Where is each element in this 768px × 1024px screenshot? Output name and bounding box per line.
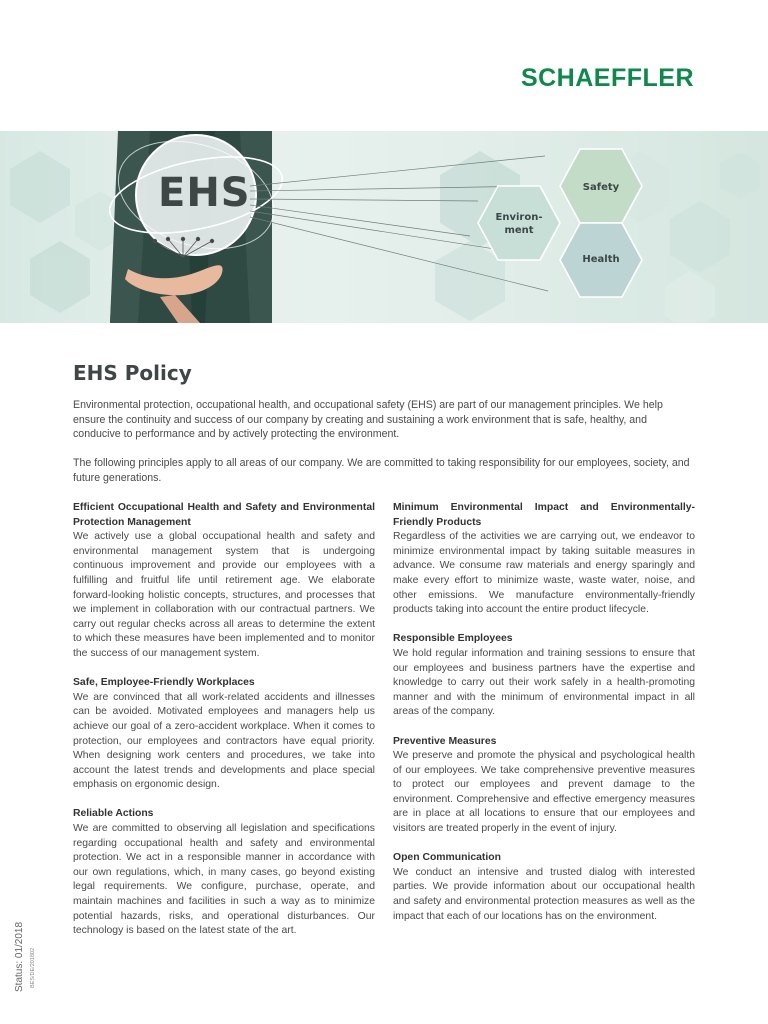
section-heading: Open Communication: [393, 852, 501, 864]
section-body: We conduct an intensive and trusted dialog with interested parties. We provide information about our occupational health and safety and environmental protection measures as well as the impact that each of our locations has on the environment.: [393, 866, 695, 922]
section-heading: Responsible Employees: [393, 633, 513, 645]
section-heading: Safe, Employee-Friendly Workplaces: [73, 677, 255, 689]
section-heading: Preventive Measures: [393, 735, 497, 747]
left-column: [73, 501, 375, 953]
section-body: We hold regular information and training sessions to ensure that our employees and business partners have the expertise and knowledge to carry out their work safely in a health-promoting manner and with the minimum of environmental impact in all areas of the company.: [393, 647, 695, 718]
section-body: We actively use a global occupational health and safety and environmental management system that is undergoing continuous improvement and provide our employees with a fulfilling and fruitful life until retirement age. We elaborate forward-looking holistic concepts, structures, and processes that we implement in collaboration with our contractual partners. We carry out regular checks across all areas to determine the extent to which these measures have been implemented and to monitor the success of our management system.: [73, 531, 375, 659]
section-heading: Minimum Environmental Impact and Environmentally-Friendly Products: [393, 502, 695, 528]
right-column: [393, 501, 695, 939]
hex-label-environment: Environ- ment: [495, 212, 543, 236]
intro-paragraph-2: The following principles apply to all areas of our company. We are committed to taking responsibility for our employees, society, and future generations.: [73, 457, 690, 484]
section-body: We preserve and promote the physical and psychological health of our employees. We take comprehensive preventive measures to protect our employees and prevent damage to the environment. Comprehensive and effective emergency measures are in place at all locations to ensure that our employees and visitors are treated properly in the event of injury.: [393, 750, 695, 835]
status-date: Status: 01/2018: [14, 921, 25, 992]
section-heading: Efficient Occupational Health and Safety and Environmental Protection Management: [73, 502, 375, 528]
policy-section: [393, 501, 695, 618]
policy-section: [73, 501, 375, 662]
page-title: EHS Policy: [73, 361, 192, 385]
section-body: Regardless of the activities we are carrying out, we endeavor to minimize environmental impact by taking suitable measures in advance. We consume raw materials and energy sparingly and make every effort to minimize waste, waste water, noise, and other emissions. We manufacture environmentally-friendly products taking into account the entire product lifecycle.: [393, 531, 695, 616]
policy-section: [393, 735, 695, 837]
hero-banner: [0, 131, 768, 323]
banner-ehs-text: EHS: [158, 170, 251, 216]
document-code: BES/DE/201802: [30, 947, 36, 988]
section-body: We are committed to observing all legislation and specifications regarding occupational health and safety and environmental protection. We act in a responsible manner in accordance with our own regulations, which, in many cases, go beyond existing legal requirements. We configure, purchase, operate, and maintain machines and facilities in such a way as to minimize potential hazards, risks, and operational disturbances. Our technology is based on the latest state of the art.: [73, 823, 375, 937]
schaeffler-logo: SCHAEFFLER: [520, 64, 694, 92]
section-body: We are convinced that all work-related accidents and illnesses can be avoided. Motivated employees and managers help us achieve our goal of a zero-accident workplace. When it comes to protection, our employees and contractors have equal priority. When designing work centers and procedures, we take into account the latest trends and developments and place special emphasis on ergonomic design.: [73, 691, 375, 791]
banner-illustration: [0, 131, 768, 323]
policy-section: [73, 676, 375, 793]
intro-paragraph-1: Environmental protection, occupational health, and occupational safety (EHS) are part of our management principles. We help ensure the continuity and success of our company by creating and sustaining a work environment that is safe, healthy, and conducive to performance and by actively protecting the environment.: [73, 399, 663, 441]
policy-section: [393, 851, 695, 924]
hex-label-health: Health: [582, 254, 620, 265]
policy-section: [73, 807, 375, 938]
section-heading: Reliable Actions: [73, 808, 154, 820]
hex-label-safety: Safety: [582, 182, 620, 193]
policy-section: [393, 632, 695, 720]
